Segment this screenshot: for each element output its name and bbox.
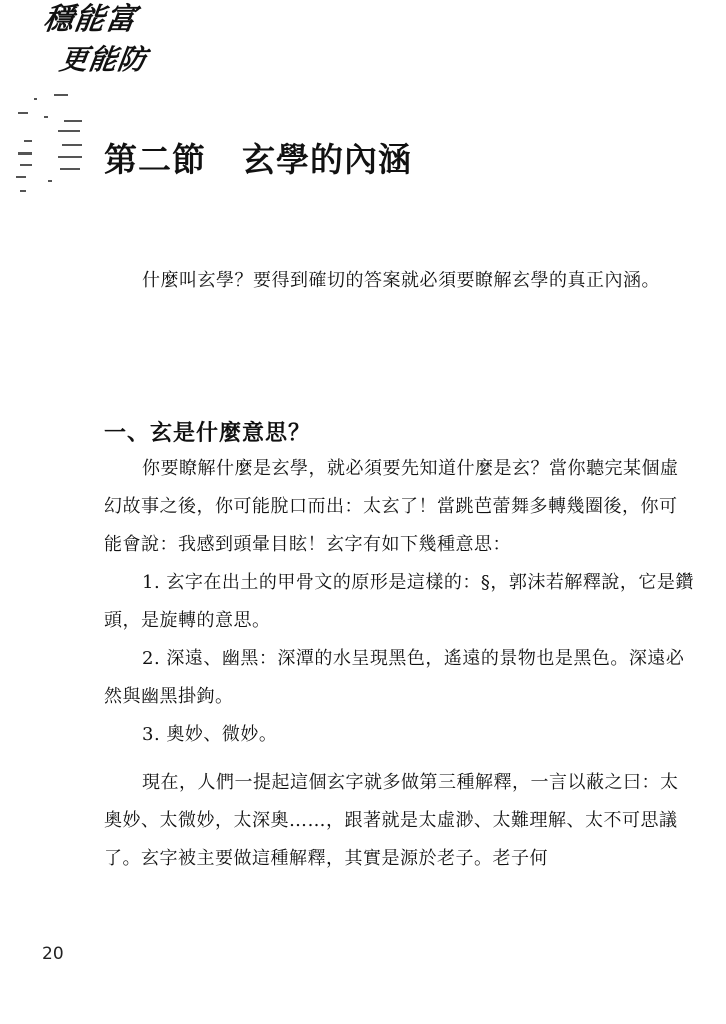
list-item-3: 3. 奧妙、微妙。 (142, 724, 278, 745)
section-title (104, 134, 412, 181)
body-paragraph-1: 你要瞭解什麼是玄學，就必須要先知道什麼是玄？當你聽完某個虛幻故事之後，你可能脫口而出：太玄了！當跳芭蕾舞多轉幾圈後，你可能會說：我感到頭暈目眩！玄字有如下幾種意思： (104, 458, 679, 555)
intro-text: 什麼叫玄學？要得到確切的答案就必須要瞭解玄學的真正內涵。 (142, 270, 660, 291)
intro-paragraph (104, 262, 694, 300)
calligraphy-line-1: 穩能富 (41, 2, 139, 37)
section-number: 第二節 (104, 140, 206, 179)
subheading-1: 一、玄是什麼意思？ (104, 421, 312, 446)
list-item-2: 2. 深遠、幽黑：深潭的水呈現黑色，遙遠的景物也是黑色。深遠必然與幽黑掛鉤。 (104, 648, 685, 707)
list-item-1: 1. 玄字在出土的甲骨文的原形是這樣的：§，郭沫若解釋說，它是鑽頭，是旋轉的意思。 (104, 572, 694, 631)
body-section (104, 450, 694, 754)
last-paragraph-text: 現在，人們一提起這個玄字就多做第三種解釋，一言以蔽之曰：太奧妙、太微妙，太深奧……，跟著就是太虛渺、太難理解、太不可思議了。玄字被主要做這種解釋，其實是源於老子。老子何 (104, 772, 679, 869)
calligraphy-line-2: 更能防 (57, 43, 150, 76)
page-number: 20 (42, 944, 64, 964)
decorative-specks (14, 90, 94, 200)
calligraphy-header (41, 0, 154, 100)
last-paragraph (104, 764, 694, 878)
section-title-text: 玄學的內涵 (242, 140, 412, 179)
